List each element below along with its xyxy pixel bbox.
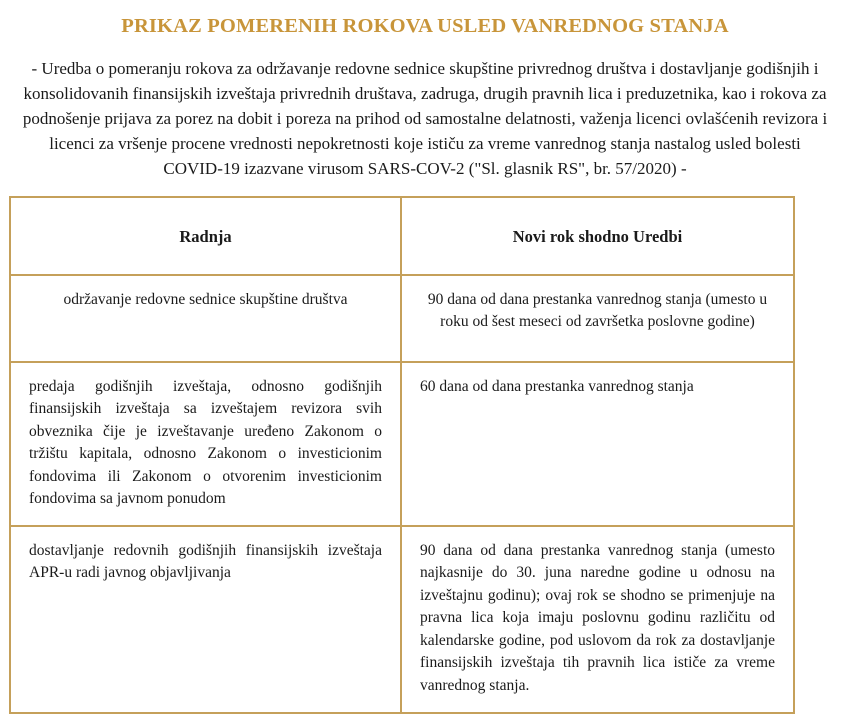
deadlines-table-wrapper bbox=[9, 196, 793, 714]
page-title: PRIKAZ POMERENIH ROKOVA USLED VANREDNOG STANJA bbox=[121, 15, 729, 37]
cell-radnja-2: predaja godišnjih izveštaja, odnosno godišnjih finansijskih izveštaja sa izveštajem revizora svih obveznika čije je izveštavanje uređeno Zakonom o tržištu kapitala, odnosno Zakonom o investicionim fondovima ili Zakonom o otvorenim investicionim fondovima sa javnom ponudom bbox=[10, 362, 401, 526]
cell-novi-rok-3: 90 dana od dana prestanka vanrednog stanja (umesto najkasnije do 30. juna naredne godine u odnosu na izveštajnu godinu); ovaj rok se shodno se primenjuje na pravna lica koja imaju poslovnu godinu različitu od kalendarske godine, pod uslovom da rok za dostavljanje finansijskih izveštaja tih pravnih lica ističe za vreme vanrednog stanja. bbox=[401, 526, 794, 713]
table-header-row bbox=[10, 197, 794, 275]
cell-radnja-3: dostavljanje redovnih godišnjih finansijskih izveštaja APR-u radi javnog objavljivanja bbox=[10, 526, 401, 713]
table-row bbox=[10, 362, 794, 526]
table-body bbox=[10, 275, 794, 713]
deadlines-table bbox=[9, 196, 795, 714]
cell-radnja-1: održavanje redovne sednice skupštine društva bbox=[10, 275, 401, 362]
cell-novi-rok-1: 90 dana od dana prestanka vanrednog stanja (umesto u roku od šest meseci od završetka poslovne godine) bbox=[401, 275, 794, 362]
intro-paragraph: - Uredba o pomeranju rokova za održavanje redovne sednice skupštine privrednog društva i dostavljanje godišnjih i konsolidovanih finansijskih izveštaja privrednih društava, zadruga, drugih pravnih lica i preduzetnika, kao i rokova za podnošenje prijava za porez na dobit i poreza na prihod od samostalne delatnosti, važenja licenci ovlašćenih revizora i licenci za vršenje procene vrednosti nepokretnosti koje ističu za vreme vanrednog stanja nastalog usled bolesti COVID-19 izazvane virusom SARS-COV-2 ("Sl. glasnik RS", br. 57/2020) - bbox=[22, 58, 828, 179]
table-header bbox=[10, 197, 794, 275]
table-row bbox=[10, 275, 794, 362]
cell-novi-rok-2: 60 dana od dana prestanka vanrednog stanja bbox=[401, 362, 794, 526]
table-row bbox=[10, 526, 794, 713]
column-header-radnja: Radnja bbox=[10, 197, 401, 275]
column-header-novi-rok: Novi rok shodno Uredbi bbox=[401, 197, 794, 275]
